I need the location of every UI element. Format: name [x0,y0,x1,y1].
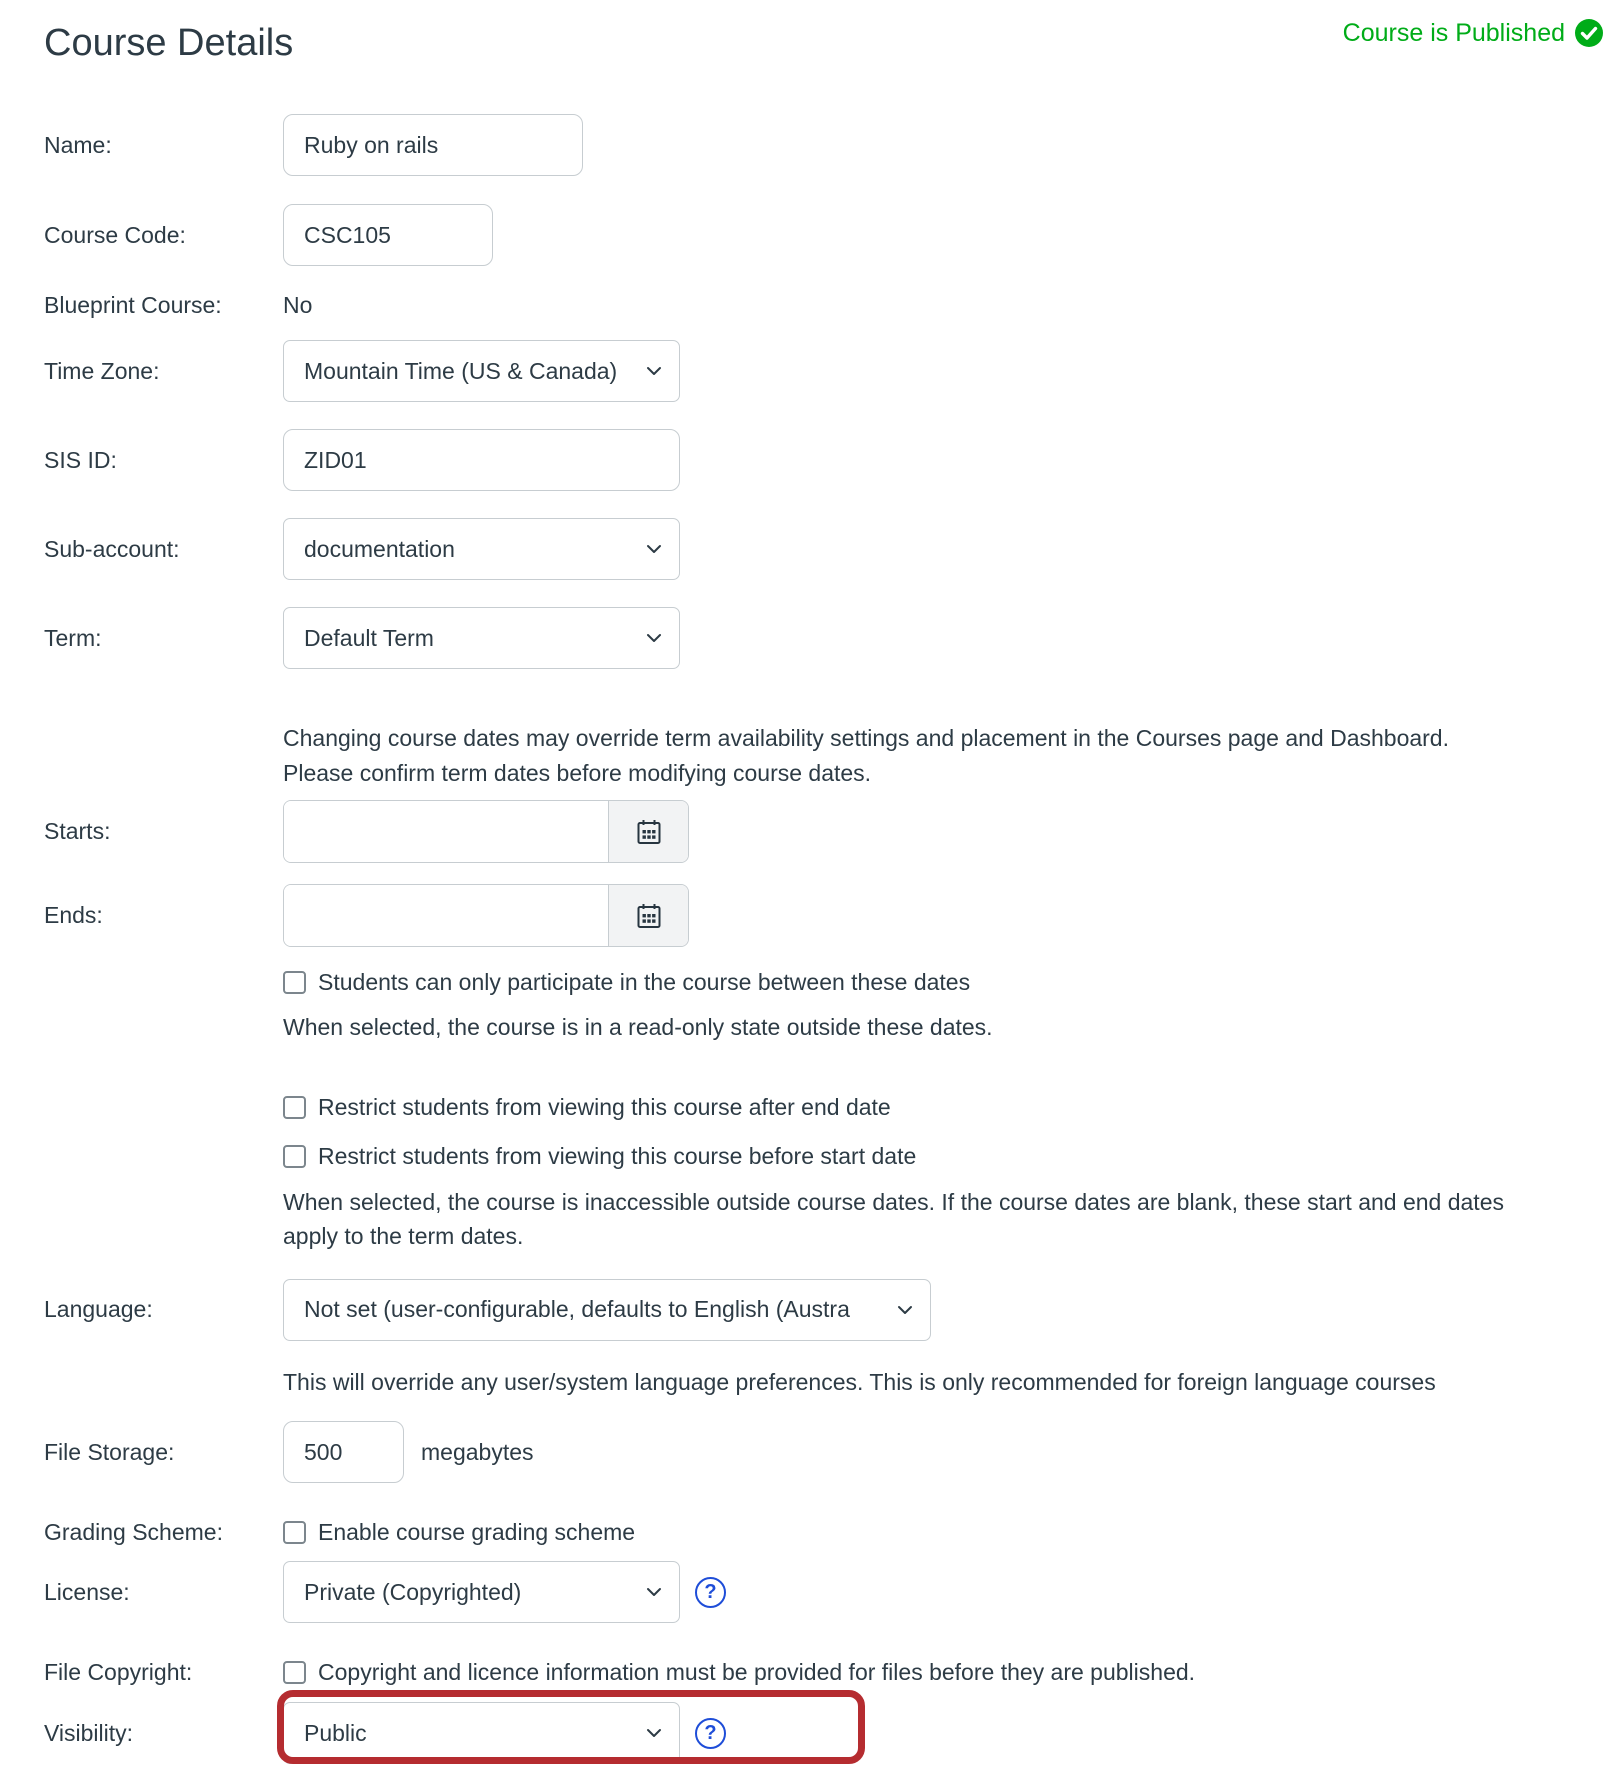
starts-date-input[interactable] [284,801,608,862]
ends-row [44,884,1578,947]
name-row [44,114,1578,176]
starts-calendar-button[interactable] [608,801,688,862]
sub-account-label: Sub-account: [44,535,180,562]
question-mark-icon: ? [704,1721,717,1744]
calendar-icon [635,817,663,847]
file-storage-input[interactable] [283,1421,404,1483]
grading-scheme-label: Grading Scheme: [44,1519,223,1545]
starts-label: Starts: [44,818,111,844]
participation-helper: When selected, the course is in a read-only state outside these dates. [283,1014,993,1040]
language-label: Language: [44,1296,153,1322]
sis-id-label: SIS ID: [44,446,117,473]
blueprint-course-label: Blueprint Course: [44,292,222,318]
term-value: Default Term [304,624,434,651]
chevron-down-icon [643,1581,665,1603]
question-mark-icon: ? [704,1580,717,1603]
restrict-after-checkbox-label: Restrict students from viewing this course after end date [318,1093,891,1120]
time-zone-row [44,340,1578,402]
time-zone-select[interactable] [283,340,680,402]
term-select[interactable] [283,607,680,669]
calendar-icon [635,901,663,931]
sub-account-row [44,518,1578,580]
chevron-down-icon [894,1299,916,1321]
name-input[interactable] [283,114,583,176]
restrict-before-checkbox[interactable] [283,1145,306,1168]
restrict-after-row [44,1094,1578,1121]
language-helper-row [44,1365,1578,1400]
file-copyright-checkbox-label: Copyright and licence information must be provided for files before they are published. [318,1659,1196,1685]
language-select[interactable] [283,1279,931,1341]
term-note-row [44,721,1578,790]
license-help-button[interactable] [695,1577,726,1608]
visibility-row [44,1702,1578,1764]
restrict-after-checkbox[interactable] [283,1096,306,1119]
term-row [44,607,1578,669]
file-copyright-checkbox[interactable] [283,1661,306,1684]
name-label: Name: [44,131,112,158]
language-helper: This will override any user/system language preferences. This is only recommended for foreign language courses [283,1368,1436,1395]
license-row [44,1561,1578,1623]
grading-scheme-row [44,1519,1578,1546]
file-copyright-row [44,1659,1578,1686]
sis-id-row [44,429,1578,491]
language-value: Not set (user-configurable, defaults to English (Austra [304,1296,850,1322]
grading-scheme-checkbox[interactable] [283,1521,306,1544]
file-storage-label: File Storage: [44,1438,175,1465]
visibility-value: Public [304,1719,367,1746]
file-storage-suffix: megabytes [421,1438,534,1465]
course-code-input[interactable] [283,204,493,266]
visibility-label: Visibility: [44,1719,134,1746]
page-title: Course Details [44,22,294,64]
participation-checkbox[interactable] [283,971,306,994]
check-circle-icon [1574,18,1604,48]
file-storage-row [44,1421,1578,1483]
restrict-helper: When selected, the course is inaccessible outside course dates. If the course dates are blank, these start and end dates apply to the term dates. [283,1188,1504,1249]
language-row [44,1279,1578,1341]
ends-date-input[interactable] [284,885,608,946]
term-note: Changing course dates may override term availability settings and placement in the Courses page and Dashboard. Please confirm term dates before modifying course dates. [283,725,1449,786]
ends-calendar-button[interactable] [608,885,688,946]
course-code-label: Course Code: [44,221,186,248]
published-status [1343,18,1604,48]
license-select[interactable] [283,1561,680,1623]
published-status-label: Course is Published [1342,18,1565,47]
chevron-down-icon [643,1722,665,1744]
restrict-before-row [44,1143,1578,1170]
sis-id-input[interactable] [283,429,680,491]
sub-account-value: documentation [304,535,455,562]
blueprint-course-row [44,292,1578,319]
starts-row [44,800,1578,863]
file-copyright-label: File Copyright: [44,1659,193,1685]
chevron-down-icon [643,360,665,382]
ends-label: Ends: [44,902,103,928]
time-zone-label: Time Zone: [44,357,160,384]
chevron-down-icon [643,627,665,649]
blueprint-course-value: No [283,292,313,318]
time-zone-value: Mountain Time (US & Canada) [304,357,618,384]
license-value: Private (Copyrighted) [304,1578,522,1605]
license-label: License: [44,1578,130,1605]
restrict-helper-row [44,1185,1578,1254]
participation-helper-row [44,1010,1578,1045]
restrict-before-checkbox-label: Restrict students from viewing this course before start date [318,1142,917,1169]
participation-checkbox-label: Students can only participate in the course between these dates [318,969,971,995]
course-code-row [44,204,1578,266]
grading-scheme-checkbox-label: Enable course grading scheme [318,1519,636,1545]
visibility-help-button[interactable] [695,1718,726,1749]
sub-account-select[interactable] [283,518,680,580]
visibility-select[interactable] [283,1702,680,1764]
term-label: Term: [44,624,102,651]
chevron-down-icon [643,538,665,560]
participation-row [44,969,1578,996]
